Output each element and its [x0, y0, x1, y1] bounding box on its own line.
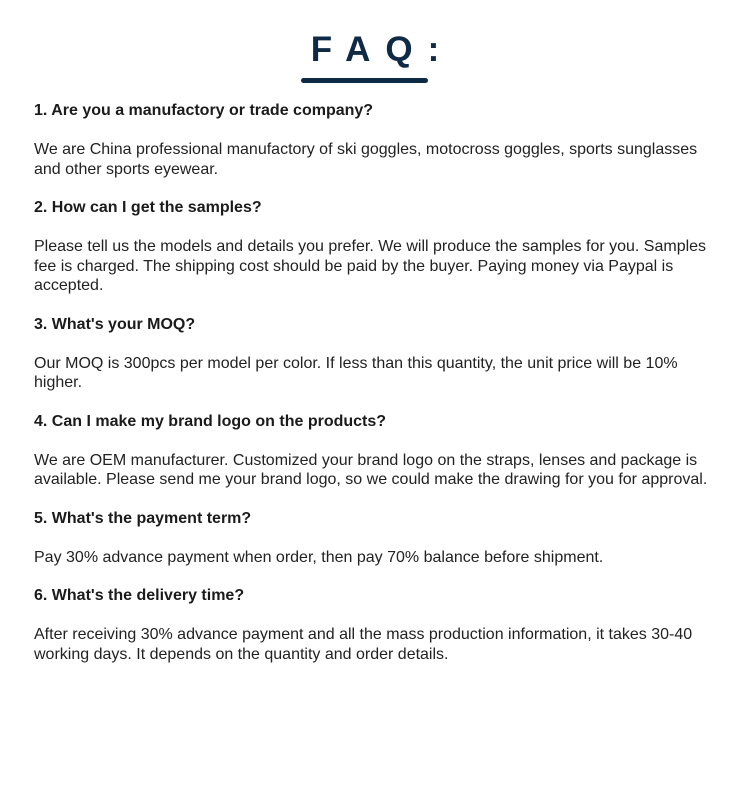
faq-answer: After receiving 30% advance payment and all the mass production information, it takes 30-40 working days. It depends on the quantity and order details. [34, 626, 693, 663]
faq-item [34, 412, 724, 490]
faq-answer: Pay 30% advance payment when order, then pay 70% balance before shipment. [34, 548, 604, 566]
faq-answer: We are OEM manufacturer. Customized your brand logo on the straps, lenses and package is available. Please send me your brand logo, so we could make the drawing for you for approval. [34, 451, 708, 488]
faq-item [34, 315, 724, 393]
faq-answer: Please tell us the models and details you prefer. We will produce the samples for you. Samples fee is charged. The shipping cost should be paid by the buyer. Paying money via Paypal is accepted. [34, 238, 707, 294]
faq-answer: We are China professional manufactory of ski goggles, motocross goggles, sports sunglasses and other sports eyewear. [34, 141, 698, 178]
page-header [0, 30, 750, 70]
faq-question: 5. What's the payment term? [34, 509, 252, 527]
faq-list [34, 101, 724, 664]
faq-question: 3. What's your MOQ? [34, 315, 196, 333]
faq-question: 4. Can I make my brand logo on the products? [34, 412, 387, 430]
faq-question: 1. Are you a manufactory or trade company? [34, 102, 374, 119]
faq-question: 2. How can I get the samples? [34, 199, 262, 216]
faq-item [34, 101, 724, 179]
faq-question: 6. What's the delivery time? [34, 587, 245, 604]
faq-item [34, 509, 724, 568]
faq-answer: Our MOQ is 300pcs per model per color. If less than this quantity, the unit price will be 10% higher. [34, 354, 678, 391]
faq-item [34, 198, 724, 296]
title-underline [301, 78, 428, 83]
faq-item [34, 586, 724, 664]
page-title: FAQ: [310, 30, 455, 69]
